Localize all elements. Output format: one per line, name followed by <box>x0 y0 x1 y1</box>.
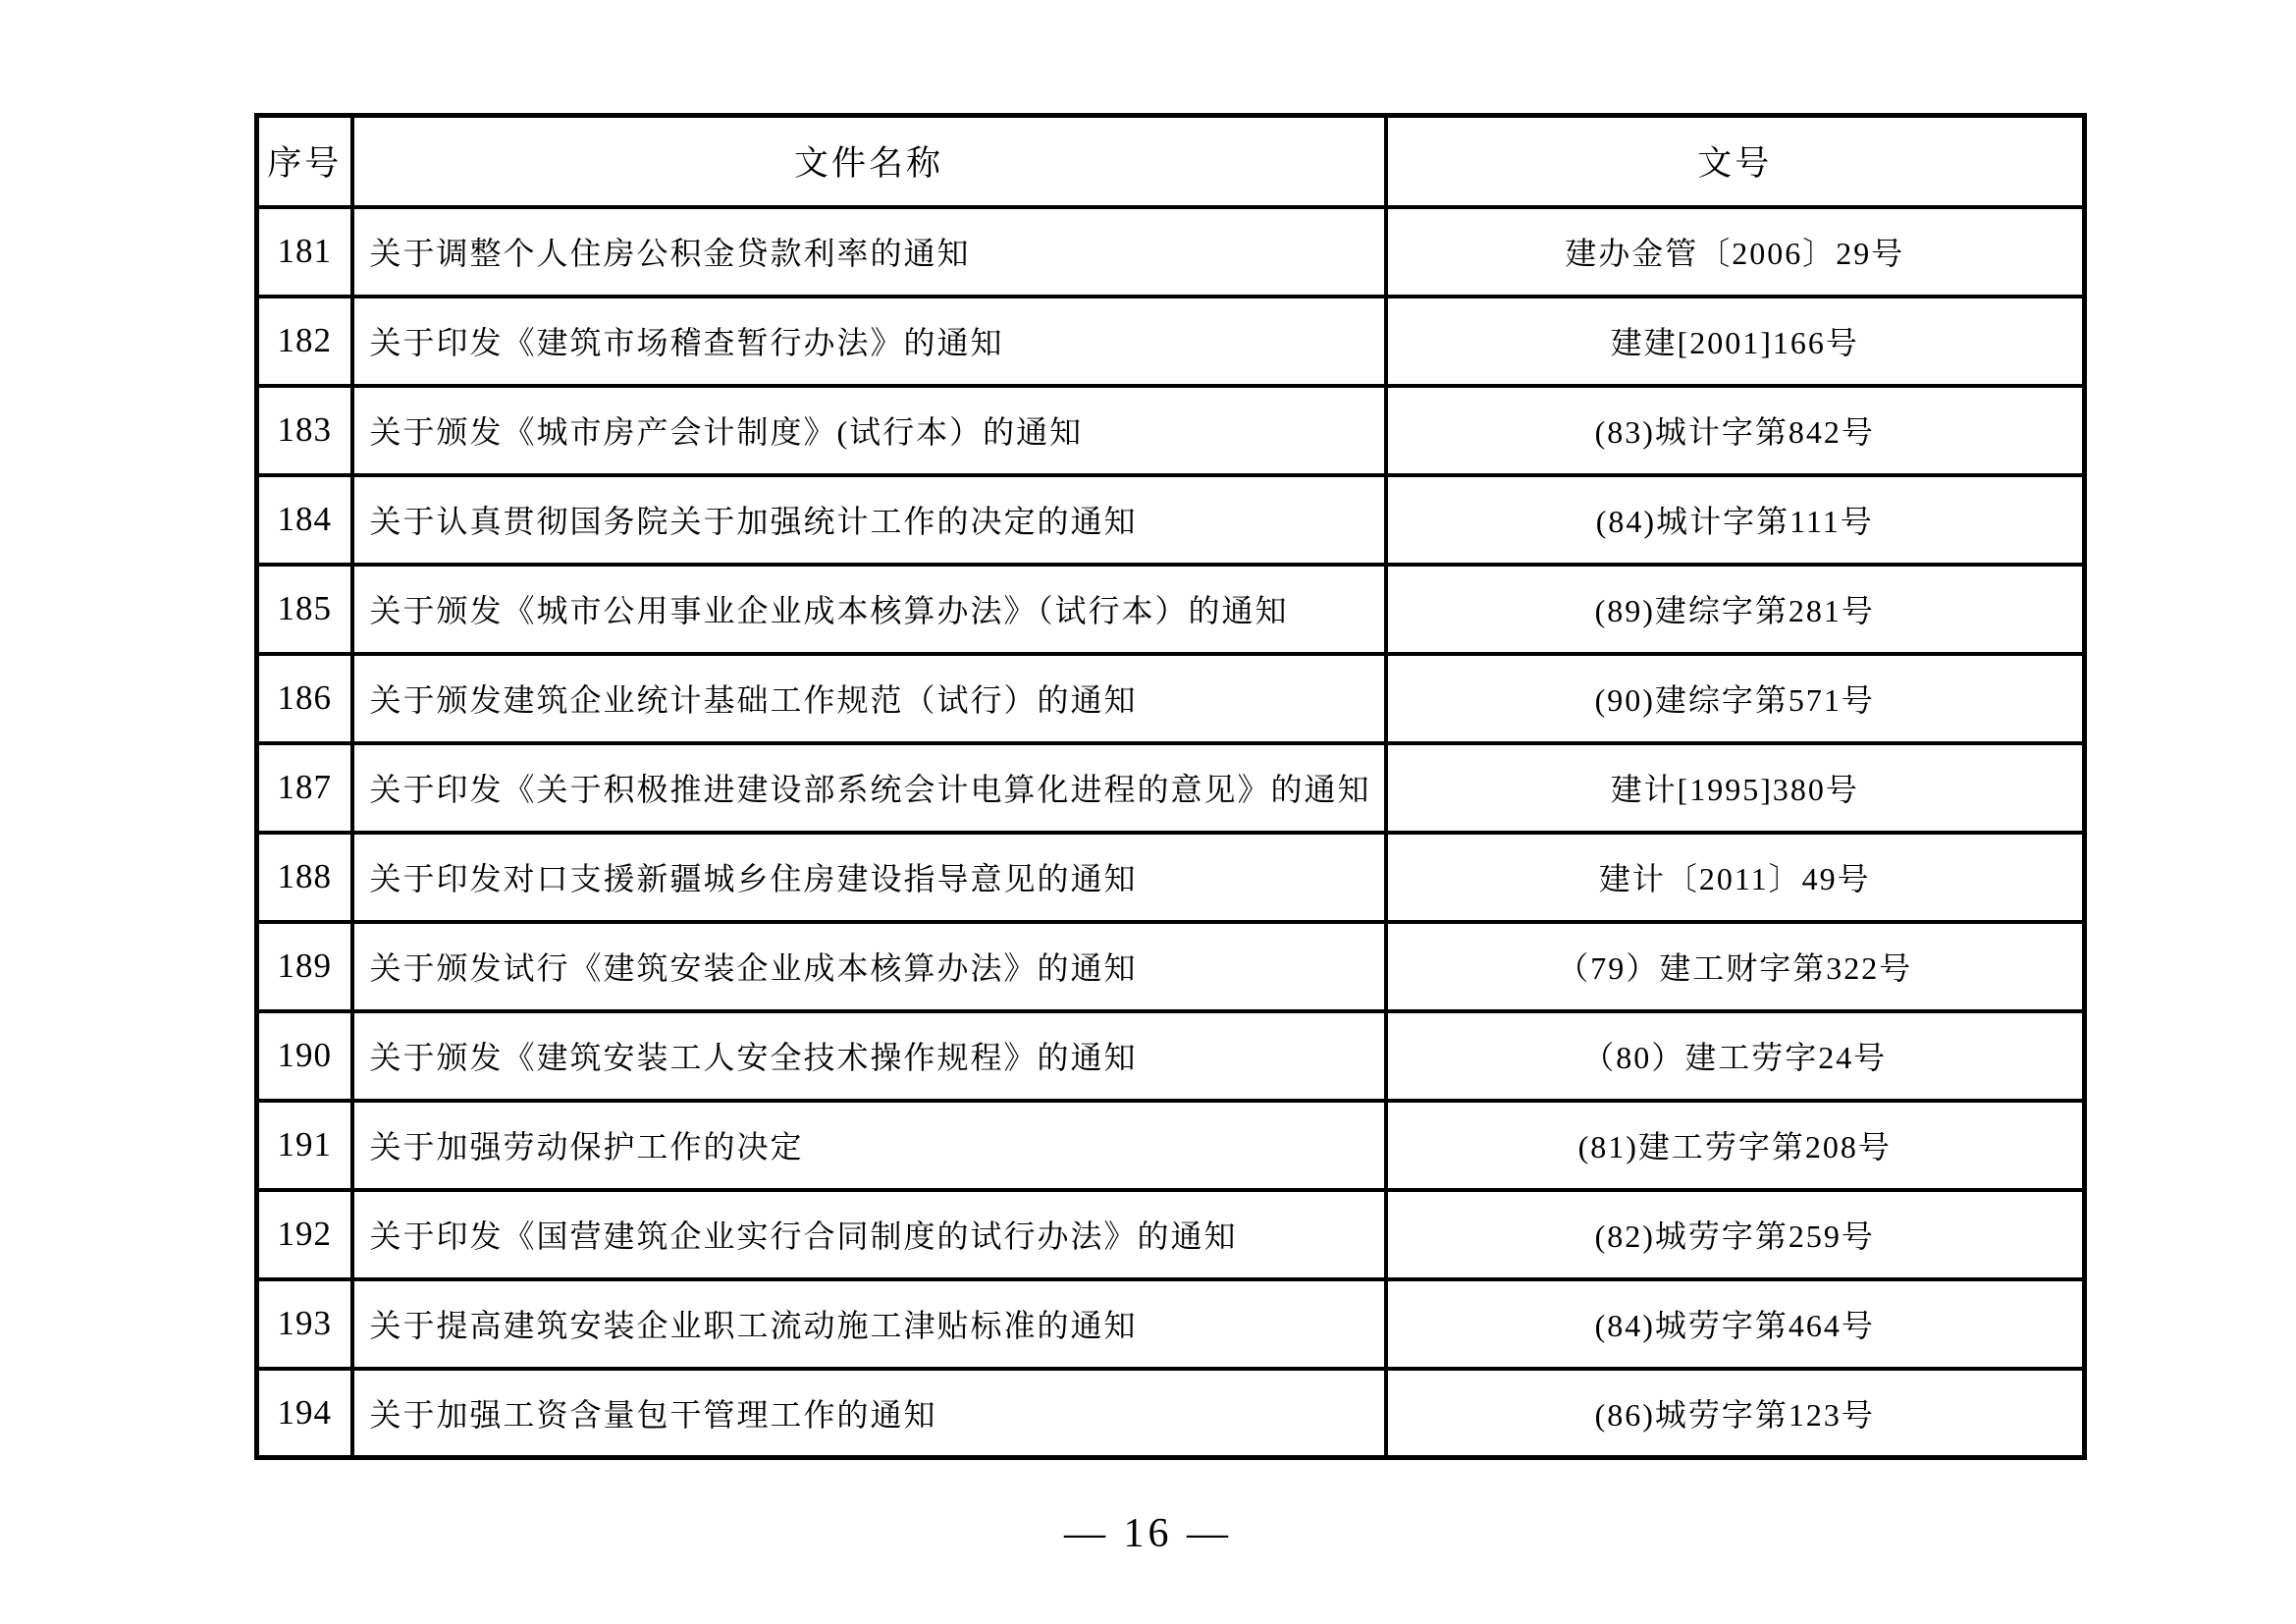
row-doc-number: 建计〔2011〕49号 <box>1386 833 2085 922</box>
row-serial-number: 191 <box>257 1101 352 1190</box>
row-doc-number: (83)城计字第842号 <box>1386 386 2085 475</box>
row-serial-number: 186 <box>257 654 352 743</box>
table-header-row <box>257 116 2085 207</box>
table-row <box>257 207 2085 297</box>
table-row <box>257 654 2085 743</box>
row-doc-number: (90)建综字第571号 <box>1386 654 2085 743</box>
row-doc-number: 建办金管〔2006〕29号 <box>1386 207 2085 297</box>
row-file-name: 关于印发《建筑市场稽查暂行办法》的通知 <box>352 297 1386 386</box>
row-serial-number: 187 <box>257 743 352 833</box>
row-file-name: 关于颁发试行《建筑安装企业成本核算办法》的通知 <box>352 922 1386 1011</box>
row-file-name: 关于调整个人住房公积金贷款利率的通知 <box>352 207 1386 297</box>
row-doc-number: (84)城劳字第464号 <box>1386 1279 2085 1369</box>
table-row <box>257 475 2085 565</box>
row-doc-number: （79）建工财字第322号 <box>1386 922 2085 1011</box>
table-row <box>257 922 2085 1011</box>
row-serial-number: 192 <box>257 1190 352 1279</box>
table-header <box>257 116 2085 207</box>
row-serial-number: 184 <box>257 475 352 565</box>
row-file-name: 关于提高建筑安装企业职工流动施工津贴标准的通知 <box>352 1279 1386 1369</box>
row-doc-number: 建建[2001]166号 <box>1386 297 2085 386</box>
header-serial-number: 序号 <box>257 116 352 207</box>
table-row <box>257 297 2085 386</box>
row-file-name: 关于颁发《城市房产会计制度》(试行本）的通知 <box>352 386 1386 475</box>
row-serial-number: 188 <box>257 833 352 922</box>
row-file-name: 关于加强劳动保护工作的决定 <box>352 1101 1386 1190</box>
row-doc-number: (86)城劳字第123号 <box>1386 1369 2085 1458</box>
row-serial-number: 182 <box>257 297 352 386</box>
row-doc-number: (84)城计字第111号 <box>1386 475 2085 565</box>
row-serial-number: 190 <box>257 1011 352 1101</box>
row-serial-number: 185 <box>257 565 352 654</box>
row-file-name: 关于印发对口支援新疆城乡住房建设指导意见的通知 <box>352 833 1386 922</box>
header-file-name: 文件名称 <box>352 116 1386 207</box>
page-number: — 16 — <box>1064 1511 1232 1556</box>
row-serial-number: 183 <box>257 386 352 475</box>
file-list-table <box>254 113 2087 1460</box>
header-doc-number: 文号 <box>1386 116 2085 207</box>
row-serial-number: 194 <box>257 1369 352 1458</box>
table-row <box>257 1101 2085 1190</box>
row-file-name: 关于加强工资含量包干管理工作的通知 <box>352 1369 1386 1458</box>
row-file-name: 关于颁发《城市公用事业企业成本核算办法》（试行本）的通知 <box>352 565 1386 654</box>
row-file-name: 关于印发《国营建筑企业实行合同制度的试行办法》的通知 <box>352 1190 1386 1279</box>
row-serial-number: 189 <box>257 922 352 1011</box>
table-row <box>257 743 2085 833</box>
row-file-name: 关于颁发建筑企业统计基础工作规范（试行）的通知 <box>352 654 1386 743</box>
table-row <box>257 565 2085 654</box>
table-row <box>257 1190 2085 1279</box>
row-file-name: 关于颁发《建筑安装工人安全技术操作规程》的通知 <box>352 1011 1386 1101</box>
row-doc-number: (82)城劳字第259号 <box>1386 1190 2085 1279</box>
table-body <box>257 207 2085 1458</box>
row-file-name: 关于印发《关于积极推进建设部系统会计电算化进程的意见》的通知 <box>352 743 1386 833</box>
table-row <box>257 1011 2085 1101</box>
table-row <box>257 1369 2085 1458</box>
row-doc-number: (81)建工劳字第208号 <box>1386 1101 2085 1190</box>
row-serial-number: 193 <box>257 1279 352 1369</box>
row-doc-number: （80）建工劳字24号 <box>1386 1011 2085 1101</box>
table-row <box>257 833 2085 922</box>
table-row <box>257 386 2085 475</box>
row-doc-number: (89)建综字第281号 <box>1386 565 2085 654</box>
row-doc-number: 建计[1995]380号 <box>1386 743 2085 833</box>
row-serial-number: 181 <box>257 207 352 297</box>
table-row <box>257 1279 2085 1369</box>
row-file-name: 关于认真贯彻国务院关于加强统计工作的决定的通知 <box>352 475 1386 565</box>
